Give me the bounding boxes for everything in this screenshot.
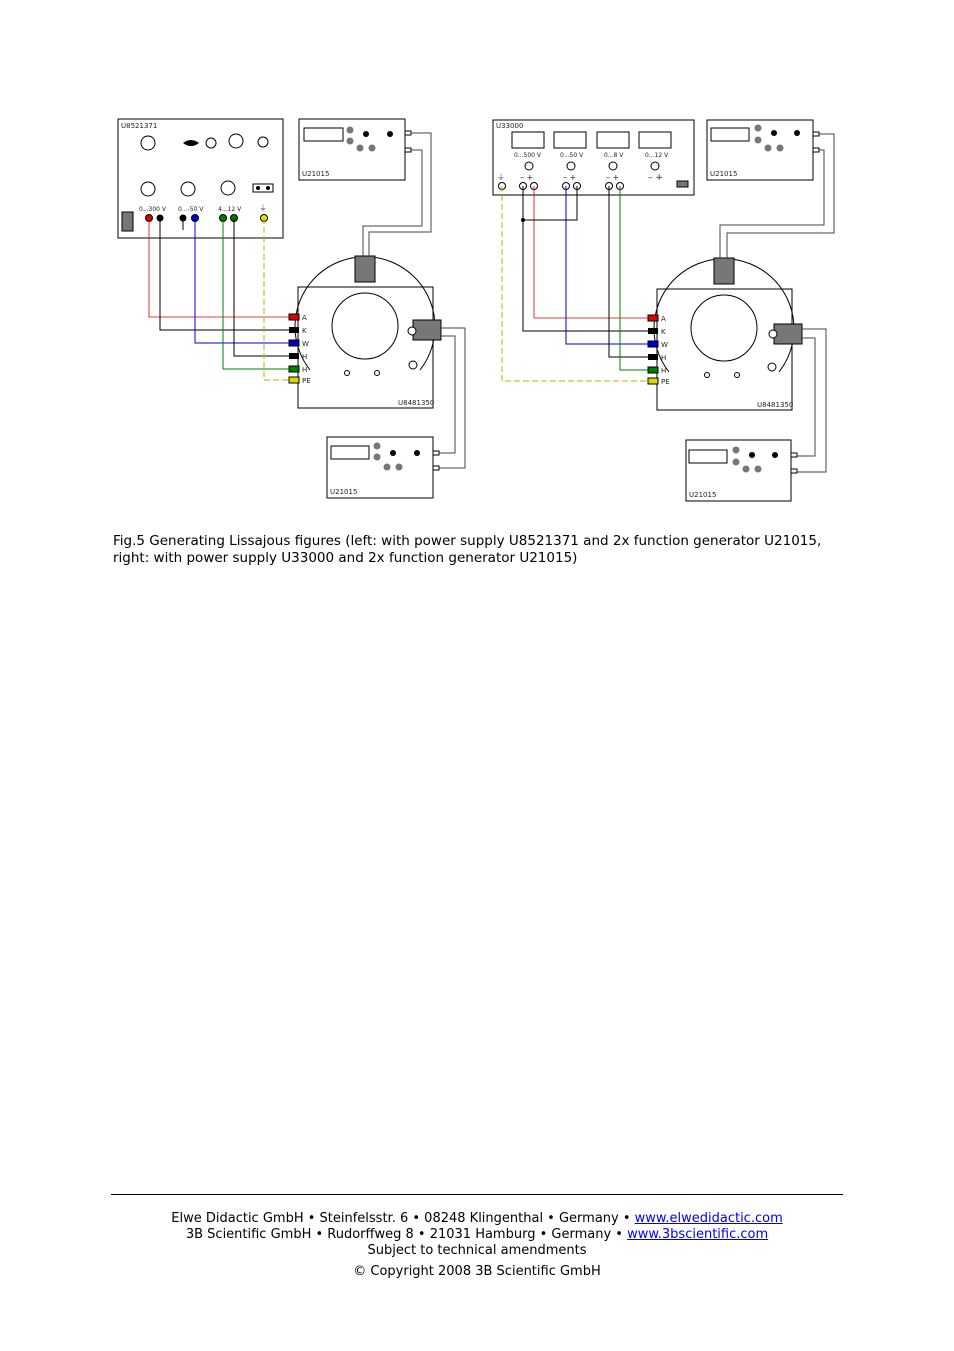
right-range-4: 0...12 V <box>645 152 669 159</box>
left-generator-bottom <box>327 437 439 498</box>
lissajous-wiring-diagram <box>0 0 954 520</box>
right-power-supply-model: U33000 <box>496 122 524 130</box>
left-generator-bottom-model: U21015 <box>330 488 358 496</box>
right-terminal-pe: PE <box>661 378 670 386</box>
footer-line-1 <box>111 1211 843 1227</box>
right-range-1: 0...500 V <box>514 152 542 159</box>
right-generator-bottom <box>686 440 797 501</box>
right-range-3: 0...8 V <box>604 152 624 159</box>
left-tube-unit <box>289 256 441 408</box>
left-range-2: 0...-50 V <box>178 206 204 213</box>
svg-text:– +: – + <box>520 173 534 182</box>
elwedidactic-link[interactable]: www.elwedidactic.com <box>634 1211 783 1226</box>
right-terminal-k: K <box>661 328 666 336</box>
footer-line-2 <box>111 1227 843 1243</box>
left-terminal-w: W <box>302 340 309 348</box>
left-terminal-pe: PE <box>302 377 311 385</box>
svg-text:– +: – + <box>606 173 620 182</box>
right-terminal-h1: H <box>661 354 667 362</box>
right-tube-model: U8481350 <box>757 401 794 409</box>
svg-text:⏚: ⏚ <box>259 204 267 213</box>
right-terminal-h2: H <box>661 367 667 375</box>
3bscientific-link[interactable]: www.3bscientific.com <box>627 1227 769 1242</box>
footer-divider <box>111 1194 843 1195</box>
left-terminal-h1: H <box>302 353 308 361</box>
right-tube-unit <box>648 258 802 410</box>
svg-text:– +: – + <box>648 173 663 183</box>
left-power-supply-model: U8521371 <box>121 122 158 130</box>
right-terminal-w: W <box>661 341 668 349</box>
left-tube-model: U8481350 <box>398 399 435 407</box>
left-power-supply <box>118 119 283 238</box>
right-terminal-a: A <box>661 315 666 323</box>
right-generator-bottom-model: U21015 <box>689 491 717 499</box>
svg-text:– +: – + <box>563 173 577 182</box>
footer-copyright: © Copyright 2008 3B Scientific GmbH <box>353 1264 601 1279</box>
footer-line-2-text: 3B Scientific GmbH • Rudorffweg 8 • 21031 Hamburg • Germany • <box>185 1227 628 1242</box>
right-range-2: 0...50 V <box>560 152 584 159</box>
footer-line-3: Subject to technical amendments <box>367 1243 587 1258</box>
left-terminal-a: A <box>302 314 307 322</box>
right-generator-top <box>707 120 819 180</box>
left-generator-top-model: U21015 <box>302 170 330 178</box>
figure-caption: Fig.5 Generating Lissajous figures (left: with power supply U8521371 and 2x function generator U21015, right: with power supply U33000 and 2x function generator U21015) <box>113 533 822 566</box>
right-generator-top-model: U21015 <box>710 170 738 178</box>
svg-text:⏚: ⏚ <box>497 173 505 182</box>
left-generator-top <box>299 119 411 180</box>
footer-line-1-text: Elwe Didactic GmbH • Steinfelsstr. 6 • 08248 Klingenthal • Germany • <box>171 1211 635 1226</box>
right-power-supply <box>493 120 694 195</box>
left-range-1: 0...300 V <box>139 206 167 213</box>
left-terminal-h2: H <box>302 366 308 374</box>
left-range-3: 4...12 V <box>218 206 242 213</box>
left-terminal-k: K <box>302 327 307 335</box>
